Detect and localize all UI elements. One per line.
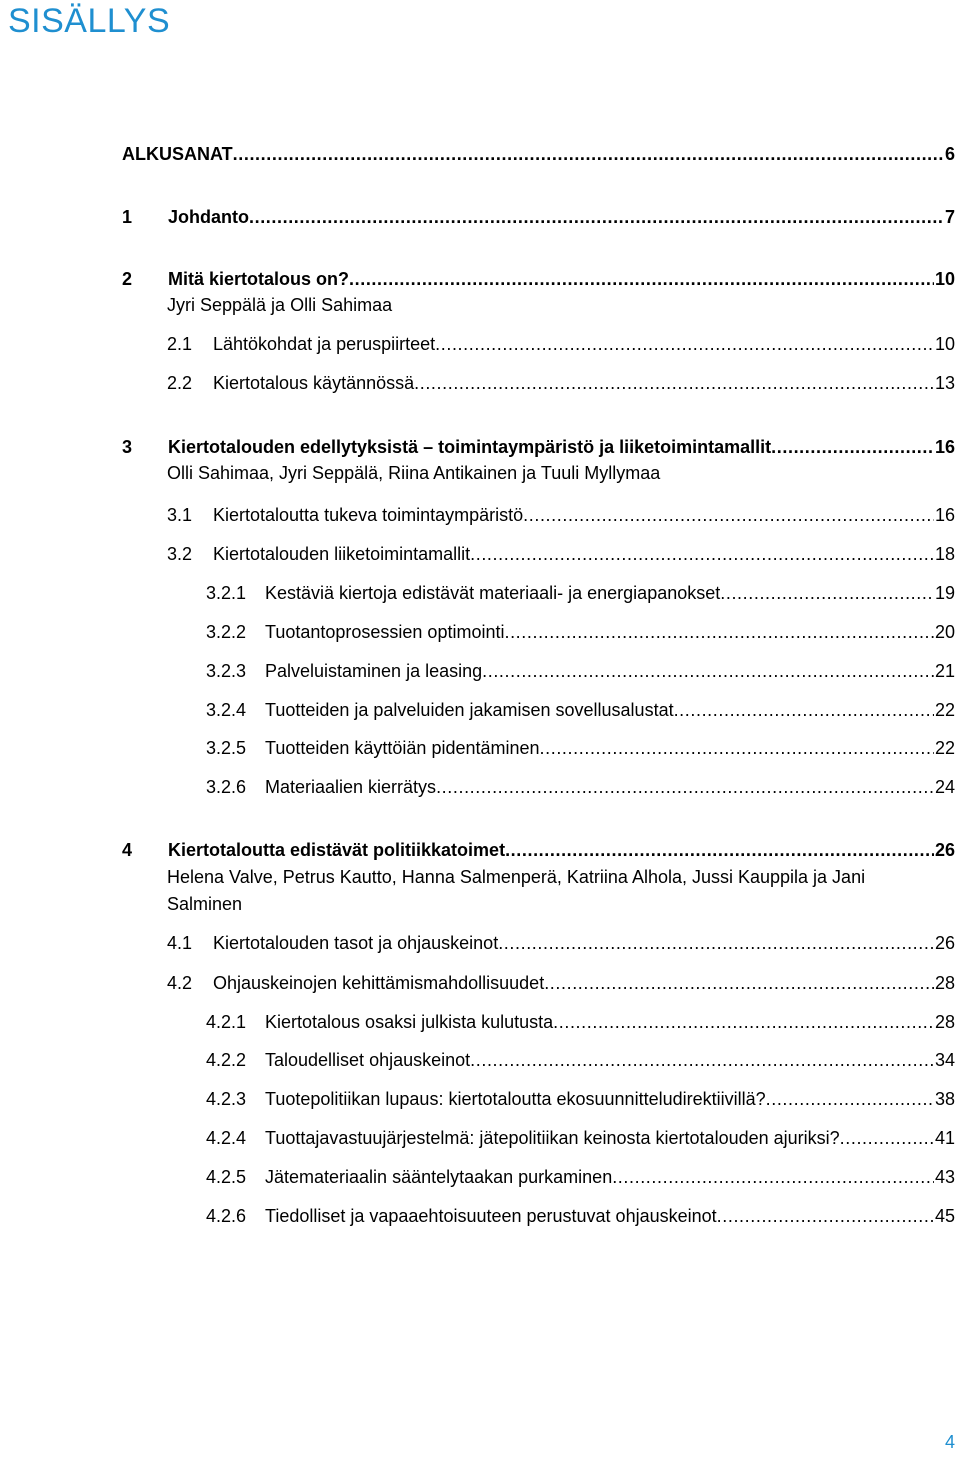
toc-entry-3-2-4[interactable] [206, 698, 955, 722]
toc-entry-label: Tuotepolitiikan lupaus: kiertotaloutta ekosuunnitteludirektiivillä? [265, 1089, 766, 1109]
toc-entry-number: 3 [122, 437, 133, 457]
toc-entry-label: Tuotteiden käyttöiän pidentäminen [265, 738, 540, 758]
toc-entry-number: 4.2.4 [206, 1128, 247, 1148]
toc-page-number: 13 [934, 373, 955, 393]
toc-entry-ch3[interactable] [122, 435, 955, 459]
toc-entry-4-2[interactable] [167, 971, 955, 995]
toc-page-number: 28 [934, 1012, 955, 1032]
toc-dot-leader [249, 205, 944, 229]
toc-dot-leader [498, 931, 934, 955]
toc-dot-leader [612, 1165, 934, 1189]
toc-page-number: 28 [934, 973, 955, 993]
toc-entry-2-1[interactable] [167, 332, 955, 356]
toc-dot-leader [504, 620, 934, 644]
toc-dot-leader [540, 736, 934, 760]
toc-dot-leader [435, 332, 934, 356]
toc-entry-number: 2.2 [167, 373, 193, 393]
toc-entry-3-2[interactable] [167, 542, 955, 566]
toc-entry-label: Tuotantoprosessien optimointi [265, 622, 505, 642]
toc-entry-label: Kiertotalouden edellytyksistä – toimintaympäristö ja liiketoimintamallit [168, 437, 772, 457]
toc-entry-number: 4.1 [167, 933, 193, 953]
chapter-authors: Helena Valve, Petrus Kautto, Hanna Salmenperä, Katriina Alhola, Jussi Kauppila ja Jani Salminen [167, 867, 866, 914]
toc-page-number: 34 [934, 1050, 955, 1070]
toc-entry-ch2[interactable] [122, 267, 955, 291]
toc-page-number: 22 [934, 738, 955, 758]
toc-entry-label: ALKUSANAT [122, 144, 233, 164]
toc-page-number: 24 [934, 777, 955, 797]
toc-dot-leader [523, 503, 934, 527]
toc-entry-label: Palveluistaminen ja leasing [265, 661, 483, 681]
toc-entry-label: Kiertotalous osaksi julkista kulutusta [265, 1012, 554, 1032]
toc-page-number: 7 [944, 207, 955, 227]
toc-entry-ch4[interactable] [122, 838, 955, 862]
toc-entry-label: Tiedolliset ja vapaaehtoisuuteen perustuvat ohjauskeinot [265, 1206, 717, 1226]
toc-dot-leader [840, 1126, 934, 1150]
toc-entry-label: Tuotteiden ja palveluiden jakamisen sovellusalustat [265, 700, 674, 720]
toc-entry-label: Johdanto [168, 207, 249, 227]
toc-dot-leader [233, 142, 944, 166]
toc-dot-leader [349, 267, 934, 291]
toc-entry-label: Kiertotalous käytännössä [213, 373, 415, 393]
toc-entry-number: 4.2.6 [206, 1206, 247, 1226]
toc-entry-number: 3.2.4 [206, 700, 247, 720]
toc-entry-number: 3.2.3 [206, 661, 247, 681]
toc-dot-leader [771, 435, 934, 459]
toc-entry-3-1[interactable] [167, 503, 955, 527]
toc-entry-number: 2 [122, 269, 133, 289]
toc-entry-label: Taloudelliset ohjauskeinot [265, 1050, 471, 1070]
toc-entry-4-2-2[interactable] [206, 1048, 955, 1072]
toc-entry-label: Jätemateriaalin sääntelytaakan purkaminen [265, 1167, 613, 1187]
toc-entry-4-2-4[interactable] [206, 1126, 955, 1150]
toc-entry-number: 1 [122, 207, 133, 227]
toc-entry-number: 2.1 [167, 334, 193, 354]
toc-entry-number: 3.1 [167, 505, 193, 525]
toc-entry-number: 4.2 [167, 973, 193, 993]
toc-dot-leader [414, 371, 934, 395]
toc-dot-leader [766, 1087, 934, 1111]
toc-page-number: 38 [934, 1089, 955, 1109]
toc-entry-2-2[interactable] [167, 371, 955, 395]
toc-dot-leader [544, 971, 934, 995]
toc-page-number: 41 [934, 1128, 955, 1148]
toc-entry-4-1[interactable] [167, 931, 955, 955]
toc-page-number: 10 [934, 334, 955, 354]
toc-dot-leader [553, 1010, 934, 1034]
toc-entry-ch1[interactable] [122, 205, 955, 229]
toc-page-number: 26 [934, 933, 955, 953]
toc-dot-leader [674, 698, 934, 722]
toc-entry-3-2-2[interactable] [206, 620, 955, 644]
toc-entry-4-2-5[interactable] [206, 1165, 955, 1189]
page-number: 4 [944, 1432, 955, 1452]
toc-entry-label: Materiaalien kierrätys [265, 777, 437, 797]
toc-entry-4-2-6[interactable] [206, 1204, 955, 1228]
toc-entry-label: Mitä kiertotalous on? [168, 269, 350, 289]
toc-entry-label: Kestäviä kiertoja edistävät materiaali- ja energiapanokset [265, 583, 721, 603]
toc-dot-leader [470, 1048, 934, 1072]
toc-entry-number: 4.2.5 [206, 1167, 247, 1187]
toc-entry-number: 4.2.3 [206, 1089, 247, 1109]
toc-dot-leader [470, 542, 934, 566]
toc-entry-label: Ohjauskeinojen kehittämismahdollisuudet [213, 973, 545, 993]
toc-page-number: 10 [934, 269, 955, 289]
toc-entry-alkusanat[interactable] [122, 142, 955, 166]
toc-entry-number: 3.2 [167, 544, 193, 564]
toc-entry-3-2-1[interactable] [206, 581, 955, 605]
toc-page-number: 26 [934, 840, 955, 860]
chapter-authors: Olli Sahimaa, Jyri Seppälä, Riina Antikainen ja Tuuli Myllymaa [167, 463, 661, 483]
toc-entry-label: Kiertotalouden liiketoimintamallit [213, 544, 471, 564]
toc-page-number: 21 [934, 661, 955, 681]
toc-page-number: 22 [934, 700, 955, 720]
toc-page-number: 16 [934, 437, 955, 457]
toc-entry-label: Lähtökohdat ja peruspiirteet [213, 334, 436, 354]
toc-entry-3-2-3[interactable] [206, 659, 955, 683]
toc-dot-leader [505, 838, 934, 862]
toc-entry-3-2-5[interactable] [206, 736, 955, 760]
page-title: SISÄLLYS [8, 2, 171, 40]
toc-entry-4-2-3[interactable] [206, 1087, 955, 1111]
toc-page-number: 18 [934, 544, 955, 564]
toc-page-number: 16 [934, 505, 955, 525]
toc-dot-leader [717, 1204, 934, 1228]
toc-dot-leader [482, 659, 934, 683]
toc-page-number: 20 [934, 622, 955, 642]
toc-page-number: 19 [934, 583, 955, 603]
toc-dot-leader [436, 775, 934, 799]
toc-entry-number: 3.2.1 [206, 583, 247, 603]
toc-entry-4-2-1[interactable] [206, 1010, 955, 1034]
toc-page-number: 43 [934, 1167, 955, 1187]
toc-entry-label: Kiertotaloutta tukeva toimintaympäristö [213, 505, 524, 525]
toc-entry-number: 3.2.6 [206, 777, 247, 797]
toc-entry-number: 4.2.2 [206, 1050, 247, 1070]
toc-entry-label: Kiertotalouden tasot ja ohjauskeinot [213, 933, 499, 953]
toc-dot-leader [720, 581, 934, 605]
toc-page-number: 45 [934, 1206, 955, 1226]
toc-entry-number: 4 [122, 840, 133, 860]
toc-entry-label: Tuottajavastuujärjestelmä: jätepolitiikan keinosta kiertotalouden ajuriksi? [265, 1128, 840, 1148]
toc-entry-3-2-6[interactable] [206, 775, 955, 799]
toc-entry-label: Kiertotaloutta edistävät politiikkatoimet [168, 840, 506, 860]
toc-entry-number: 3.2.5 [206, 738, 247, 758]
toc-entry-number: 3.2.2 [206, 622, 247, 642]
toc-page-number: 6 [944, 144, 955, 164]
toc-entry-number: 4.2.1 [206, 1012, 247, 1032]
chapter-authors: Jyri Seppälä ja Olli Sahimaa [167, 295, 393, 315]
